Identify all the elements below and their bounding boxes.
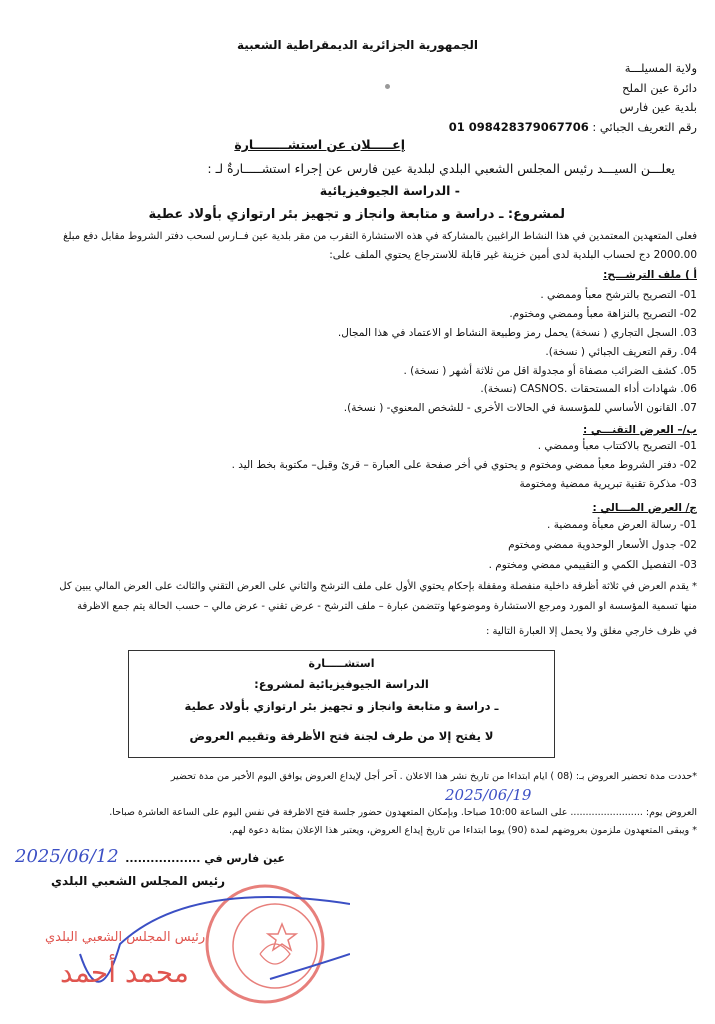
section-b-item: 01- التصريح بالاكتتاب معبأ وممضي . bbox=[537, 440, 697, 452]
study-subject: - الدراسة الجيوفيزيائية bbox=[319, 183, 460, 198]
handwritten-deposit-date: 2025/06/19 bbox=[445, 786, 532, 804]
section-a-item: 03. السجل التجاري ( نسخة) يحمل رمز وطبيعة النشاط او الاعتماد في هذا المجال. bbox=[337, 327, 697, 339]
announcement-intro: يعلـــن السيـــد رئيس المجلس الشعبي البلدي لبلدية عين فارس عن إجراء استشـــــارةٌ لـ : bbox=[207, 161, 675, 176]
envelope-note: * يقدم العرض في ثلاثة أظرفة داخلية منفصلة ومقفلة بإحكام يحتوي الأول على ملف الترشح والثاني على العرض التقني والثالث على العرض المالي يبين كل bbox=[59, 581, 697, 592]
tax-id-value: 01 098428379067706 bbox=[448, 120, 589, 134]
deadline-line-1: *حددت مدة تحضير العروض بـ: (08 ) ايام ابتداءا من تاريخ نشر هذا الاعلان . آخر أجل لإيداع العروض يوافق اليوم الأخير من مدة تحضير bbox=[170, 771, 697, 782]
box-line-project: ـ دراسة و متابعة وانجاز و تجهيز بئر ارتوازي بأولاد عطية bbox=[184, 699, 499, 713]
section-c-title: ج/ العرض المـــالي : bbox=[592, 502, 697, 514]
section-a-item: 07. القانون الأساسي للمؤسسة في الحالات الأخرى - للشخص المعنوي- ( نسخة). bbox=[343, 402, 697, 414]
tax-id-label: رقم التعريف الجبائي : bbox=[592, 120, 697, 134]
box-line-consultation: استشـــــارة bbox=[308, 657, 375, 670]
announcement-title: إعـــــلان عن استشــــــــارة bbox=[234, 137, 405, 152]
tax-id bbox=[449, 120, 697, 134]
box-line-warning: لا يفتح إلا من طرف لجنة فتح الأظرفة وتقييم العروض bbox=[189, 729, 494, 743]
republic-heading: الجمهورية الجزائرية الديمقراطية الشعبية bbox=[236, 38, 479, 52]
stamp-text: رئيس المجلس الشعبي البلدي bbox=[45, 930, 206, 945]
section-a-item: 05. كشف الضرائب مصفاة أو مجدولة اقل من ثلاثة أشهر ( نسخة) . bbox=[403, 365, 697, 377]
section-b-item: 02- دفتر الشروط معبأ ممضي ومختوم و يحتوي في أخر صفحة على العبارة – قرئ وقبل– مكتوبة بخط اليد . bbox=[231, 459, 697, 471]
envelope-note: في ظرف خارجي مغلق ولا يحمل إلا العبارة التالية : bbox=[485, 626, 697, 637]
ink-spot bbox=[385, 84, 390, 89]
box-line-study: الدراسة الجيوفيزيائية لمشروع: bbox=[254, 677, 429, 691]
section-c-item: 02- جدول الأسعار الوحدوية ممضي ومختوم bbox=[508, 539, 697, 551]
section-c-item: 03- التفصيل الكمي و التقييمي ممضي ومختوم . bbox=[488, 559, 697, 571]
intro-paragraph-2: 2000.00 دج لحساب البلدية لدى أمين خزينة غير قابلة للاسترجاع يحتوي الملف على: bbox=[329, 249, 697, 261]
wilaya: ولاية المسيلـــة bbox=[624, 61, 697, 75]
section-b-item: 03- مذكرة تقنية تبريرية ممضية ومختومة bbox=[519, 478, 697, 490]
section-c-item: 01- رسالة العرض معبأة وممضية . bbox=[547, 519, 697, 531]
commune: بلدية عين فارس bbox=[619, 100, 697, 114]
section-a-item: 06. شهادات أداء المستحقات .CASNOS (نسخة). bbox=[480, 383, 697, 395]
section-a-item: 01- التصريح بالترشح معبأ وممضي . bbox=[540, 289, 697, 301]
deadline-line-3: * ويبقى المتعهدون ملزمون بعروضهم لمدة (90) يوما ابتداءا من تاريخ إيداع العروض، ويعتبر هذا الإعلان بمثابة دعوة لهم. bbox=[228, 825, 697, 836]
section-a-title: أ ) ملف الترشـــح: bbox=[603, 269, 697, 281]
stamp-name: محمد أحمد bbox=[60, 956, 189, 989]
stamp-icon bbox=[207, 886, 323, 1002]
intro-paragraph-1: فعلى المتعهدين المعتمدين في هذا النشاط الراغبين بالمشاركة في هذه الاستشارة التقرب من مقر بلدية عين فــارس لسحب دفتر الشروط مقابل دفع مبلغ bbox=[63, 231, 697, 242]
official-stamp-and-signature bbox=[20, 884, 350, 1024]
section-b-title: ب/– العرض التقنـــي : bbox=[583, 424, 697, 436]
signatory-title: رئيس المجلس الشعبي البلدي bbox=[51, 874, 225, 888]
section-a-item: 02- التصريح بالنزاهة معبأ وممضي ومختوم. bbox=[509, 308, 697, 320]
handwritten-sign-date: 2025/06/12 bbox=[15, 846, 119, 867]
envelope-note: منها تسمية المؤسسة او المورد ومرجع الاستشارة وموضوعها وتتضمن عبارة – ملف الترشح - عرض تقني - عرض مالي – حسب الحالة يتم جمع الاظرفة bbox=[77, 601, 697, 612]
deadline-line-2: العروض يوم: ........................ على الساعة 10:00 صباحا. وبإمكان المتعهدون حضور جلسة فتح الاظرفة في نفس اليوم على الساعة العاشرة صباحا. bbox=[109, 807, 697, 818]
daira: دائرة عين الملح bbox=[622, 81, 697, 95]
project-title: لمشروع: ـ دراسة و متابعة وانجاز و تجهيز بئر ارتوازي بأولاد عطية bbox=[148, 207, 565, 222]
section-a-item: 04. رقم التعريف الجبائي ( نسخة). bbox=[545, 346, 697, 358]
envelope-label-box bbox=[128, 650, 555, 758]
signature-place: عين فارس في .................. bbox=[125, 852, 285, 865]
